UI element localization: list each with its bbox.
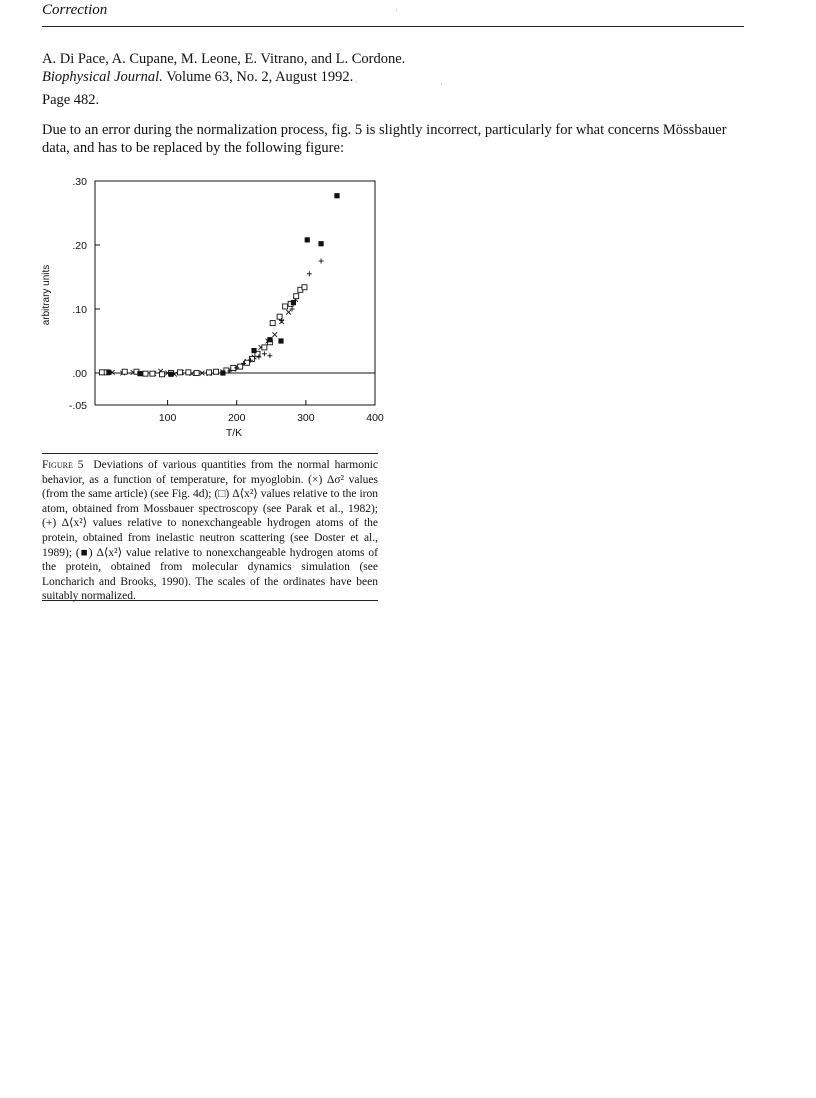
open-square-point xyxy=(238,364,243,369)
citation-volume: Volume 63, No. 2, August 1992. xyxy=(162,69,354,85)
open-square-point xyxy=(262,345,267,350)
y-tick-label: .20 xyxy=(72,240,87,252)
plus-point xyxy=(262,351,267,356)
citation-journal-line xyxy=(42,68,405,86)
filled-square-point xyxy=(220,370,225,375)
open-square-point xyxy=(150,371,155,376)
y-tick-label: -.05 xyxy=(68,400,87,412)
x-tick-label: 300 xyxy=(297,412,315,424)
citation xyxy=(42,50,405,86)
y-tick-label: .30 xyxy=(72,176,87,188)
filled-square-point xyxy=(334,193,339,198)
citation-page: Page 482. xyxy=(42,92,100,108)
section-title: Correction xyxy=(42,2,108,18)
plus-point xyxy=(267,353,272,358)
open-square-point xyxy=(213,369,218,374)
citation-authors: A. Di Pace, A. Cupane, M. Leone, E. Vitrano, and L. Cordone. xyxy=(42,51,406,67)
filled-square-point xyxy=(291,300,296,305)
data-markers xyxy=(99,193,339,377)
open-square-point xyxy=(186,370,191,375)
x-point xyxy=(286,310,291,315)
open-square-point xyxy=(122,369,127,374)
plus-point xyxy=(307,271,312,276)
scan-speck: · xyxy=(395,6,398,15)
open-square-point xyxy=(160,372,165,377)
caption-label: Figure 5 xyxy=(42,459,84,471)
citation-journal: Biophysical Journal. xyxy=(42,69,163,85)
x-tick-label: 400 xyxy=(366,412,384,424)
filled-square-point xyxy=(137,371,142,376)
scan-speck: · xyxy=(355,78,358,87)
open-square-point xyxy=(294,294,299,299)
y-tick-label: .10 xyxy=(72,304,87,316)
y-axis-label: arbitrary units xyxy=(41,264,52,326)
open-square-point xyxy=(143,371,148,376)
filled-square-point xyxy=(168,372,173,377)
open-square-point xyxy=(99,370,104,375)
filled-square-point xyxy=(106,370,111,375)
x-tick-label: 200 xyxy=(227,412,246,424)
x-point xyxy=(272,332,277,337)
open-square-point xyxy=(302,285,307,290)
open-square-point xyxy=(178,370,183,375)
filled-square-point xyxy=(305,237,310,242)
caption-rule-bottom xyxy=(42,600,378,601)
caption-text: Deviations of various quantities from the normal harmonic behavior, as a function of temperature, for myoglobin. (×) Δσ² values (from the same article) (see Fig. 4d); (□) Δ⟨x²⟩ values relative to the iron atom, obtained from Mossbauer spectroscopy (see Parak et al., 1982); (+) Δ⟨x²⟩ values relative to nonexchangeable hydrogen atoms of the protein, obtained from inelastic neutron scattering (see Doster et al., 1989); (■) Δ⟨x²⟩ value relative to nonexchangeable hydrogen atoms of the protein, obtained from molecular dynamics simulation (see Loncharich and Brooks, 1990). The scales of the ordinates have been suitably normalized. xyxy=(42,459,379,603)
filled-square-point xyxy=(318,241,323,246)
plus-point xyxy=(319,259,324,264)
filled-square-point xyxy=(278,338,283,343)
open-square-point xyxy=(270,321,275,326)
y-tick-label: .00 xyxy=(72,368,87,380)
header-rule xyxy=(42,26,744,27)
open-square-point xyxy=(283,304,288,309)
filled-square-point xyxy=(251,348,256,353)
scan-speck: · xyxy=(440,80,443,89)
figure-5-chart xyxy=(30,170,390,445)
caption-rule-top xyxy=(42,453,378,454)
open-square-point xyxy=(245,360,250,365)
correction-paragraph: Due to an error during the normalization process, fig. 5 is slightly incorrect, particularly for what concerns Mössbauer data, and has to be replaced by the following figure: xyxy=(42,122,727,156)
filled-square-point xyxy=(267,337,272,342)
x-axis-label: T/K xyxy=(225,427,243,439)
x-tick-label: 100 xyxy=(158,412,177,424)
open-square-point xyxy=(194,371,199,376)
x-axis-ticks xyxy=(159,400,384,424)
figure-caption xyxy=(42,458,378,604)
open-square-point xyxy=(207,370,212,375)
